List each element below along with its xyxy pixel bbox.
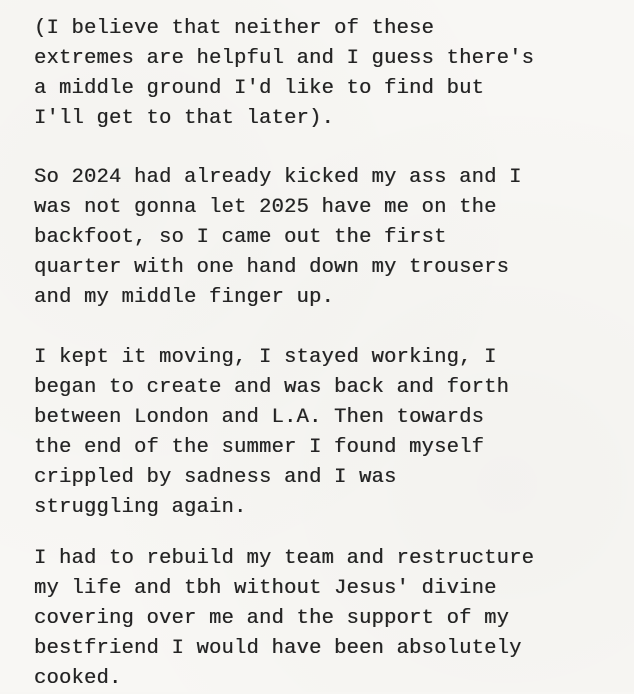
text-line: between London and L.A. Then towards (34, 406, 485, 429)
paragraph-2 (34, 163, 624, 313)
text-line: struggling again. (34, 496, 247, 519)
text-line: covering over me and the support of my (34, 607, 510, 630)
paragraph-3 (34, 343, 624, 523)
text-line: crippled by sadness and I was (34, 466, 397, 489)
text-line: I kept it moving, I stayed working, I (34, 346, 497, 369)
text-line: and my middle finger up. (34, 286, 335, 309)
text-line: bestfriend I would have been absolutely (34, 637, 522, 660)
text-line: the end of the summer I found myself (34, 436, 485, 459)
text-line: I'll get to that later). (34, 107, 335, 130)
text-line: quarter with one hand down my trousers (34, 256, 510, 279)
typewritten-text (34, 14, 624, 694)
text-line: (I believe that neither of these (34, 17, 435, 40)
text-line: began to create and was back and forth (34, 376, 510, 399)
text-line: extremes are helpful and I guess there's (34, 47, 535, 70)
paragraph-1 (34, 14, 624, 134)
text-line: a middle ground I'd like to find but (34, 77, 485, 100)
text-line: cooked. (34, 667, 122, 690)
text-line: was not gonna let 2025 have me on the (34, 196, 497, 219)
paragraph-4 (34, 544, 624, 694)
text-line: backfoot, so I came out the first (34, 226, 447, 249)
text-line: I had to rebuild my team and restructure (34, 547, 535, 570)
text-line: So 2024 had already kicked my ass and I (34, 166, 522, 189)
text-line: my life and tbh without Jesus' divine (34, 577, 497, 600)
